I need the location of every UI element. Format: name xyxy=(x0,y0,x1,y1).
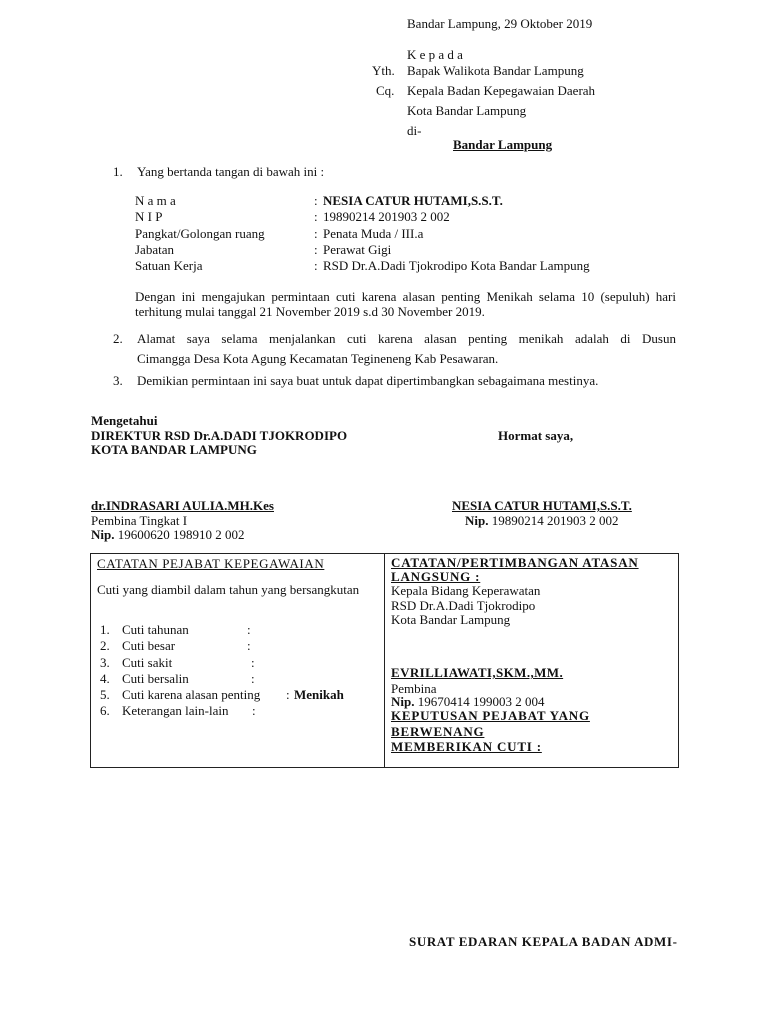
list-number: 1. xyxy=(100,622,110,637)
field-colon: : xyxy=(314,193,318,208)
list-label: Cuti sakit xyxy=(122,655,173,670)
decision-title-2: BERWENANG xyxy=(391,724,485,739)
yth-label: Yth. xyxy=(372,63,395,78)
item3-text: Demikian permintaan ini saya buat untuk dapat dipertimbangkan sebagaimana mestinya. xyxy=(137,373,599,388)
list-colon: : xyxy=(247,638,251,653)
item3-number: 3. xyxy=(113,373,123,388)
di-label: di- xyxy=(407,123,422,138)
supervisor-institution: RSD Dr.A.Dadi Tjokrodipo xyxy=(391,598,536,613)
item2-line2: Cimangga Desa Kota Agung Kecamatan Tegineneng Kab Pesawaran. xyxy=(137,351,499,366)
field-label-nip: N I P xyxy=(135,209,163,224)
recipient-office: Kepala Badan Kepegawaian Daerah xyxy=(407,83,596,98)
director-nip xyxy=(91,527,244,543)
footer-text: SURAT EDARAN KEPALA BADAN ADMI- xyxy=(409,934,678,949)
right-column-title: CATATAN/PERTIMBANGAN ATASAN xyxy=(391,555,639,570)
left-column-title: CATATAN PEJABAT KEPEGAWAIAN xyxy=(97,556,325,571)
list-item xyxy=(100,622,251,638)
list-colon: : xyxy=(252,703,256,718)
list-number: 2. xyxy=(100,638,110,653)
list-number: 6. xyxy=(100,703,110,718)
item2-line1: Alamat saya selama menjalankan cuti karena alasan penting menikah adalah di Dusun xyxy=(137,331,676,346)
director-rank: Pembina Tingkat I xyxy=(91,513,188,528)
list-number: 3. xyxy=(100,655,110,670)
field-label-satuan-kerja: Satuan Kerja xyxy=(135,258,203,273)
list-item xyxy=(100,638,251,654)
field-value-nama: NESIA CATUR HUTAMI,S.S.T. xyxy=(323,193,503,208)
field-colon: : xyxy=(314,226,318,241)
nip-label: Nip. xyxy=(391,694,415,709)
nip-label: Nip. xyxy=(465,513,489,528)
director-name: dr.INDRASARI AULIA.MH.Kes xyxy=(91,498,274,513)
destination-city: Bandar Lampung xyxy=(453,137,553,152)
list-label: Keterangan lain-lain xyxy=(122,703,229,718)
supervisor-name: EVRILLIAWATI,SKM.,MM. xyxy=(391,665,564,680)
kepada-label: K e p a d a xyxy=(407,47,463,62)
recipient-name: Bapak Walikota Bandar Lampung xyxy=(407,63,584,78)
table-divider xyxy=(384,553,385,767)
supervisor-city: Kota Bandar Lampung xyxy=(391,612,511,627)
list-colon: : xyxy=(251,655,255,670)
list-colon: : xyxy=(247,622,251,637)
cq-label: Cq. xyxy=(376,83,395,98)
field-colon: : xyxy=(314,242,318,257)
applicant-nip xyxy=(465,513,618,529)
closing-greeting: Hormat saya, xyxy=(498,428,574,443)
decision-title-3: MEMBERIKAN CUTI : xyxy=(391,739,542,754)
item1-number: 1. xyxy=(113,164,123,179)
field-label-pangkat: Pangkat/Golongan ruang xyxy=(135,226,265,241)
field-label-nama: N a m a xyxy=(135,193,176,208)
item2-number: 2. xyxy=(113,331,123,346)
list-item xyxy=(100,671,255,687)
right-column-title-2: LANGSUNG : xyxy=(391,569,481,584)
supervisor-position: Kepala Bidang Keperawatan xyxy=(391,583,541,598)
field-label-jabatan: Jabatan xyxy=(135,242,174,257)
list-value: Menikah xyxy=(294,687,344,702)
list-item xyxy=(100,703,256,719)
field-value-jabatan: Perawat Gigi xyxy=(323,242,392,257)
mengetahui-label: Mengetahui xyxy=(91,413,158,428)
item1-intro: Yang bertanda tangan di bawah ini : xyxy=(137,164,325,179)
field-colon: : xyxy=(314,209,318,224)
list-label: Cuti bersalin xyxy=(122,671,189,686)
field-value-satuan-kerja: RSD Dr.A.Dadi Tjokrodipo Kota Bandar Lampung xyxy=(323,258,590,273)
director-city: KOTA BANDAR LAMPUNG xyxy=(91,442,257,457)
recipient-city: Kota Bandar Lampung xyxy=(407,103,527,118)
field-value-pangkat: Penata Muda / III.a xyxy=(323,226,424,241)
list-colon: : xyxy=(251,671,255,686)
supervisor-rank: Pembina xyxy=(391,681,437,696)
leave-request-paragraph: Dengan ini mengajukan permintaan cuti karena alasan penting Menikah selama 10 (sepuluh) hari terhitung mulai tanggal 21 November 2019 s.d 30 November 2019. xyxy=(135,289,676,319)
list-item xyxy=(100,687,344,703)
field-colon: : xyxy=(314,258,318,273)
leave-taken-intro: Cuti yang diambil dalam tahun yang bersangkutan xyxy=(97,582,360,597)
nip-label: Nip. xyxy=(91,527,115,542)
director-title: DIREKTUR RSD Dr.A.DADI TJOKRODIPO xyxy=(91,428,348,443)
list-number: 5. xyxy=(100,687,110,702)
list-label: Cuti besar xyxy=(122,638,176,653)
list-item xyxy=(100,655,255,671)
applicant-signature-name: NESIA CATUR HUTAMI,S.S.T. xyxy=(452,498,632,513)
list-colon: : xyxy=(286,687,290,702)
nip-value: 19600620 198910 2 002 xyxy=(117,527,245,542)
nip-value: 19890214 201903 2 002 xyxy=(491,513,619,528)
decision-title: KEPUTUSAN PEJABAT YANG xyxy=(391,708,590,723)
list-label: Cuti karena alasan penting xyxy=(122,687,261,702)
nip-value: 19670414 199003 2 004 xyxy=(417,694,545,709)
place-date: Bandar Lampung, 29 Oktober 2019 xyxy=(407,16,593,31)
list-label: Cuti tahunan xyxy=(122,622,189,637)
list-number: 4. xyxy=(100,671,110,686)
field-value-nip: 19890214 201903 2 002 xyxy=(323,209,450,224)
